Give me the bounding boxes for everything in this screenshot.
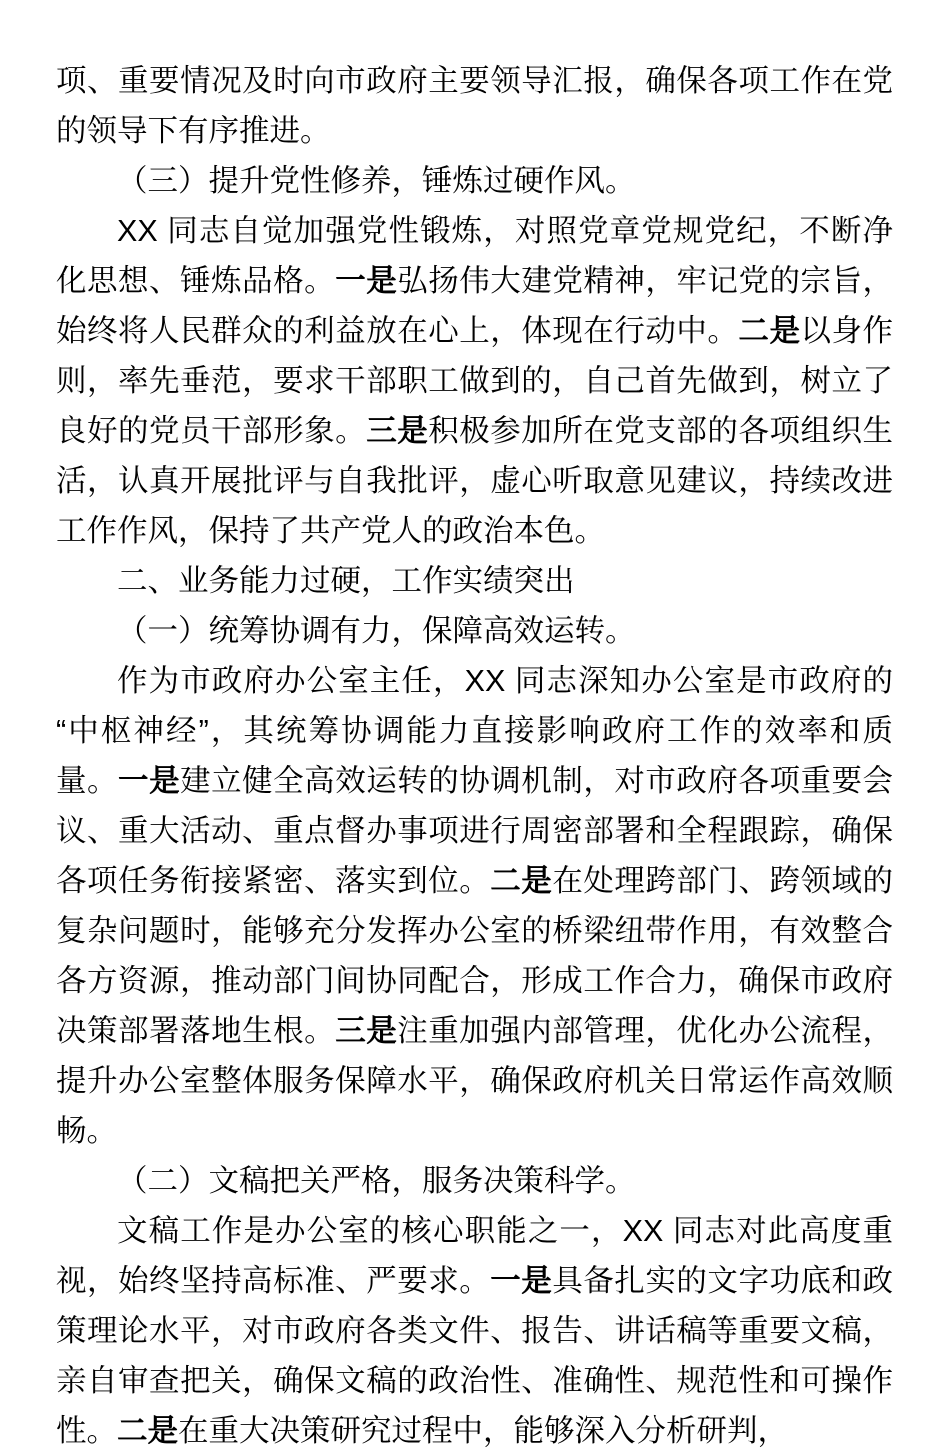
enumerator-sanshi-text: 积极参加所在党支部的各项组织生活，认真开展批评与自我批评，虚心听取意见建议，持续改进工作作风，保持了共产党人的政治本色。 [56,414,894,548]
enumerator-ershi-text: 在处理跨部门、跨领域的复杂问题时，能够充分发挥办公室的桥梁纽带作用，有效整合各方资源，推动部门间协同配合，形成工作合力，确保市政府决策部署落地生根。 [56,864,894,1048]
enumerator-yishi: 一是 [335,264,398,298]
enumerator-yishi-text: 建立健全高效运转的协调机制，对市政府各项重要会议、重大活动、重点督办事项进行周密部署和全程跟踪，确保各项任务衔接紧密、落实到位。 [56,764,894,898]
paragraph-lead-text: 文稿工作是办公室的核心职能之一，XX 同志对此高度重视，始终坚持高标准、严要求。 [56,1214,893,1298]
paragraph-tongchou-xietiao [56,656,893,1156]
enumerator-yishi: 一是 [118,764,181,798]
enumerator-yishi-text: 具备扎实的文字功底和政策理论水平，对市政府各类文件、报告、讲话稿等重要文稿，亲自审查把关，确保文稿的政治性、准确性、规范性和可操作性。 [56,1264,894,1448]
paragraph-lead-text: 作为市政府办公室主任，XX 同志深知办公室是市政府的“中枢神经”，其统筹协调能力直接影响政府工作的效率和质量。 [56,664,893,798]
enumerator-sanshi-text: 注重加强内部管理，优化办公流程，提升办公室整体服务保障水平，确保政府机关日常运作高效顺畅。 [56,1014,894,1148]
enumerator-ershi: 二是 [490,864,553,898]
paragraph-carryover-top: 项、重要情况及时向市政府主要领导汇报，确保各项工作在党的领导下有序推进。 [56,64,893,148]
enumerator-sanshi: 三是 [366,414,429,448]
subheading-san: （三）提升党性修养，锤炼过硬作风。 [117,164,636,198]
enumerator-ershi-text: 以身作则，率先垂范，要求干部职工做到的，自己首先做到，树立了良好的党员干部形象。 [56,314,894,448]
heading-section-two: 二、业务能力过硬，工作实绩突出 [117,564,575,598]
paragraph-dangxing-xiuyang [56,206,893,556]
paragraph-wengao-baguan [56,1206,893,1456]
subheading-er: （二）文稿把关严格，服务决策科学。 [117,1164,636,1198]
enumerator-yishi-text: 弘扬伟大建党精神，牢记党的宗旨，始终将人民群众的利益放在心上，体现在行动中。 [56,264,894,348]
subheading-yi: （一）统筹协调有力，保障高效运转。 [117,614,636,648]
enumerator-sanshi: 三是 [335,1014,398,1048]
enumerator-ershi-text: 在重大决策研究过程中，能够深入分析研判， [178,1414,788,1448]
paragraph-lead-text: XX 同志自觉加强党性锻炼，对照党章党规党纪，不断净化思想、锤炼品格。 [56,214,893,298]
document-body [56,56,893,1456]
enumerator-yishi: 一是 [490,1264,553,1298]
enumerator-ershi: 二是 [117,1414,178,1448]
enumerator-ershi: 二是 [738,314,801,348]
